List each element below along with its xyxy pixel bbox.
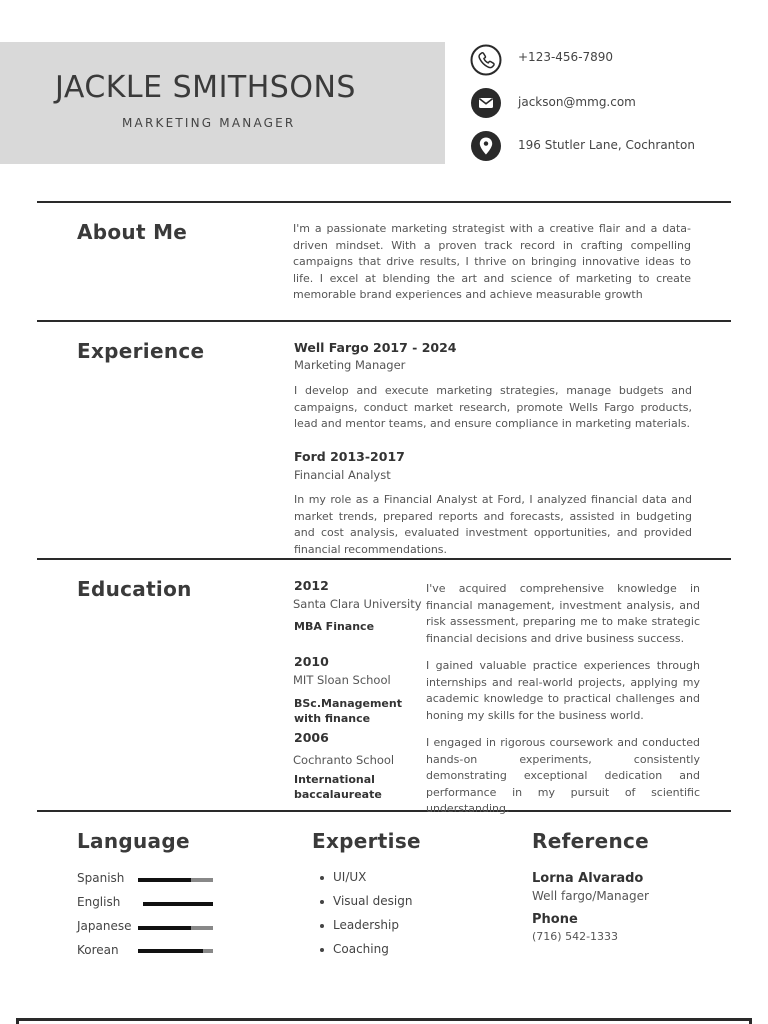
education-degree: International baccalaureate	[294, 773, 382, 801]
education-heading: Education	[77, 577, 192, 601]
language-level-bar	[138, 878, 213, 882]
language-name: Japanese	[77, 919, 132, 933]
education-year: 2012	[294, 578, 329, 593]
reference-heading: Reference	[532, 829, 650, 853]
language-heading: Language	[77, 829, 190, 853]
divider	[37, 320, 731, 322]
experience-heading: Experience	[77, 339, 205, 363]
mail-icon	[470, 87, 502, 119]
job-role: Financial Analyst	[294, 468, 391, 482]
divider	[37, 558, 731, 560]
email-address[interactable]: jackson@mmg.com	[518, 95, 636, 109]
language-level-bar	[143, 902, 213, 906]
phone-icon	[470, 44, 502, 76]
education-description: I gained valuable practice experiences through internships and real-world projects, applying my academic knowledge to practical challenges and honing my skills for the business world.	[426, 659, 700, 722]
job-title: Well Fargo 2017 - 2024	[294, 340, 457, 355]
expertise-list	[320, 870, 412, 966]
divider	[37, 201, 731, 203]
job-title: Ford 2013-2017	[294, 449, 405, 464]
language-level-bar	[138, 926, 213, 930]
about-text: I'm a passionate marketing strategist with a creative flair and a data-driven mindset. With a proven track record in crafting compelling campaigns that drive results, I thrive on bringing innovative ideas to life. I excel at blending the art and science of marketing to create memorable brand experiences and achieve measurable growth	[293, 222, 691, 301]
education-school: MIT Sloan School	[293, 673, 391, 687]
language-level-remainder	[191, 878, 213, 882]
list-item: Leadership	[320, 918, 412, 942]
about-heading: About Me	[77, 220, 188, 244]
education-degree: MBA Finance	[294, 620, 375, 633]
list-item: UI/UX	[320, 870, 412, 894]
language-name: Korean	[77, 943, 119, 957]
reference-phone-label: Phone	[532, 912, 578, 927]
education-school: Cochranto School	[293, 753, 395, 767]
education-description: I engaged in rigorous coursework and conducted hands-on experiments, consistently demonstrating exceptional dedication and performance in my pursuit of scientific understanding.	[426, 736, 700, 815]
expertise-heading: Expertise	[312, 829, 421, 853]
job-description: I develop and execute marketing strategies, manage budgets and campaigns, conduct market research, promote Wells Fargo products, lead and mentor teams, and ensure compliance in marketing materials.	[294, 384, 692, 430]
language-level-fill	[138, 949, 203, 953]
bottom-border	[16, 1018, 752, 1024]
list-item: Coaching	[320, 942, 412, 966]
job-title-subtitle: MARKETING MANAGER	[122, 116, 296, 130]
education-school: Santa Clara University	[293, 597, 422, 611]
language-level-bar	[138, 949, 213, 953]
education-year: 2006	[294, 730, 329, 745]
reference-phone[interactable]: (716) 542-1333	[532, 930, 619, 943]
reference-name: Lorna Alvarado	[532, 871, 644, 886]
education-description: I've acquired comprehensive knowledge in financial management, investment analysis, and risk assessment, preparing me to make strategic financial decisions and drive business success.	[426, 582, 700, 645]
language-name: Spanish	[77, 871, 125, 885]
education-degree: BSc.Management with finance	[294, 697, 402, 725]
list-item: Visual design	[320, 894, 412, 918]
language-name: English	[77, 895, 121, 909]
location-pin-icon	[470, 130, 502, 162]
language-level-remainder	[203, 949, 213, 953]
language-level-fill	[138, 926, 191, 930]
phone-number[interactable]: +123-456-7890	[518, 50, 614, 64]
education-year: 2010	[294, 654, 329, 669]
reference-organization: Well fargo/Manager	[532, 889, 649, 903]
job-description: In my role as a Financial Analyst at Ford, I analyzed financial data and market trends, prepared reports and forecasts, assisted in budgeting and cost analysis, evaluated investment opportunities, and provided financial recommendations.	[294, 493, 692, 556]
language-level-remainder	[191, 926, 213, 930]
person-name: JACKLE SMITHSONS	[55, 70, 356, 105]
language-level-fill	[138, 878, 191, 882]
language-level-fill	[143, 902, 213, 906]
job-role: Marketing Manager	[294, 358, 406, 372]
address: 196 Stutler Lane, Cochranton	[518, 138, 695, 152]
